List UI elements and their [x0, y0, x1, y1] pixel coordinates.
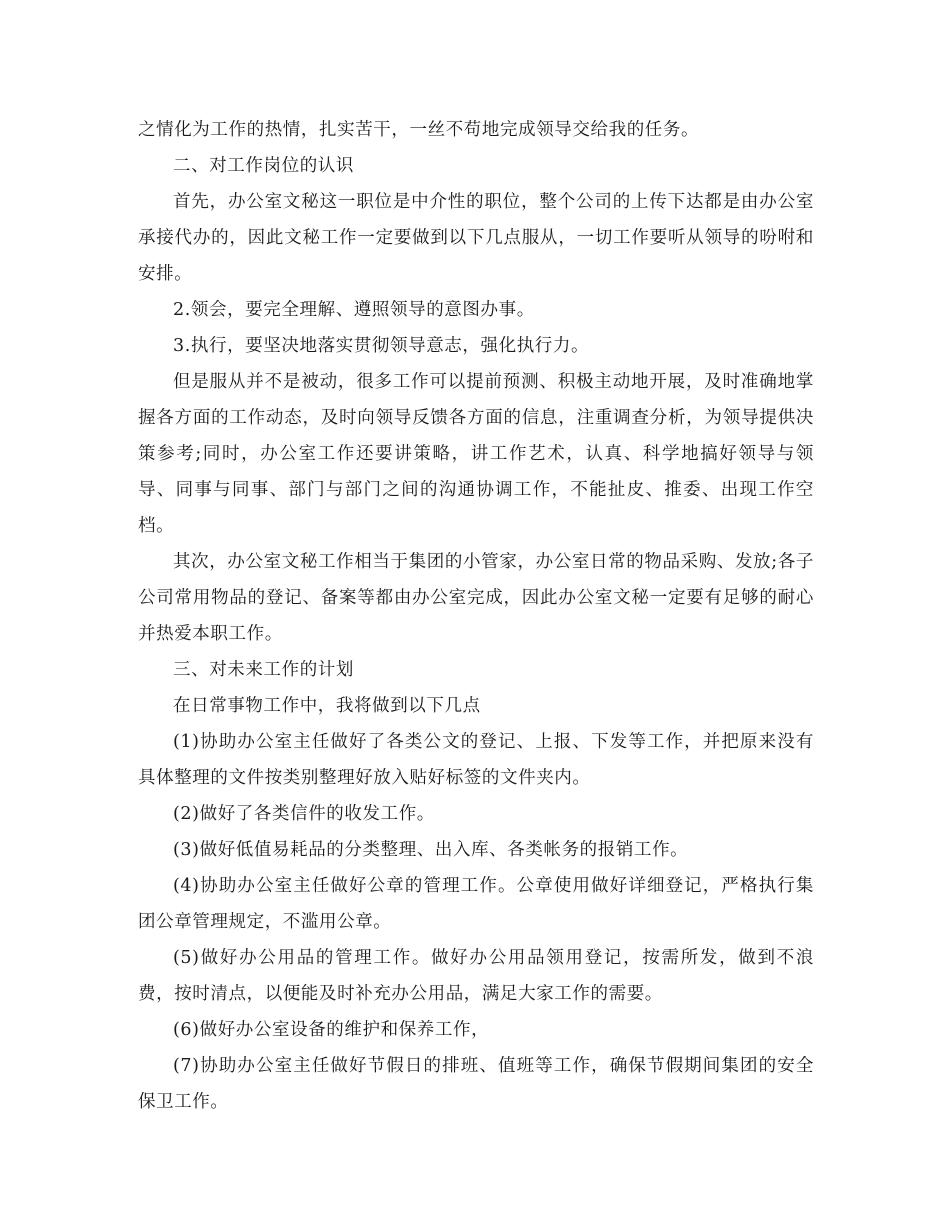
list-item-3: (3)做好低值易耗品的分类整理、出入库、各类帐务的报销工作。 [173, 840, 689, 860]
paragraph-second-point: 其次，办公室文秘工作相当于集团的小管家，办公室日常的物品采购、发放;各子公司常用物品的登记、备案等都由办公室完成，因此办公室文秘一定要有足够的耐心并热爱本职工作。 [138, 552, 814, 644]
list-item-execute: 3.执行，要坚决地落实贯彻领导意志，强化执行力。 [173, 336, 590, 356]
paragraph-daily-work-intro: 在日常事物工作中，我将做到以下几点 [173, 696, 481, 716]
document-body [138, 112, 814, 1120]
paragraph-obedience: 但是服从并不是被动，很多工作可以提前预测、积极主动地开展，及时准确地掌握各方面的工作动态，及时向领导反馈各方面的信息，注重调查分析，为领导提供决策参考;同时，办公室工作还要讲策略，讲工作艺术，认真、科学地搞好领导与领导、同事与同事、部门与部门之间的沟通协调工作，不能扯皮、推委、出现工作空档。 [138, 372, 814, 536]
list-item-5: (5)做好办公用品的管理工作。做好办公用品领用登记，按需所发，做到不浪费，按时清点，以便能及时补充办公用品，满足大家工作的需要。 [138, 948, 814, 1004]
list-item-1: (1)协助办公室主任做好了各类公文的登记、上报、下发等工作，并把原来没有具体整理的文件按类别整理好放入贴好标签的文件夹内。 [138, 732, 814, 788]
list-item-6: (6)做好办公室设备的维护和保养工作， [173, 1020, 490, 1040]
section-heading-job-understanding: 二、对工作岗位的认识 [173, 156, 354, 176]
section-heading-future-plan: 三、对未来工作的计划 [173, 660, 354, 680]
list-item-comprehend: 2.领会，要完全理解、遵照领导的意图办事。 [173, 300, 535, 320]
list-item-2: (2)做好了各类信件的收发工作。 [173, 804, 435, 824]
list-item-7: (7)协助办公室主任做好节假日的排班、值班等工作，确保节假期间集团的安全保卫工作。 [138, 1056, 814, 1112]
paragraph-continuation: 之情化为工作的热情，扎实苦干，一丝不苟地完成领导交给我的任务。 [138, 120, 700, 140]
paragraph-first-point: 首先，办公室文秘这一职位是中介性的职位，整个公司的上传下达都是由办公室承接代办的，因此文秘工作一定要做到以下几点服从，一切工作要听从领导的吩咐和安排。 [138, 192, 814, 284]
list-item-4: (4)协助办公室主任做好公章的管理工作。公章使用做好详细登记，严格执行集团公章管理规定，不滥用公章。 [138, 876, 814, 932]
